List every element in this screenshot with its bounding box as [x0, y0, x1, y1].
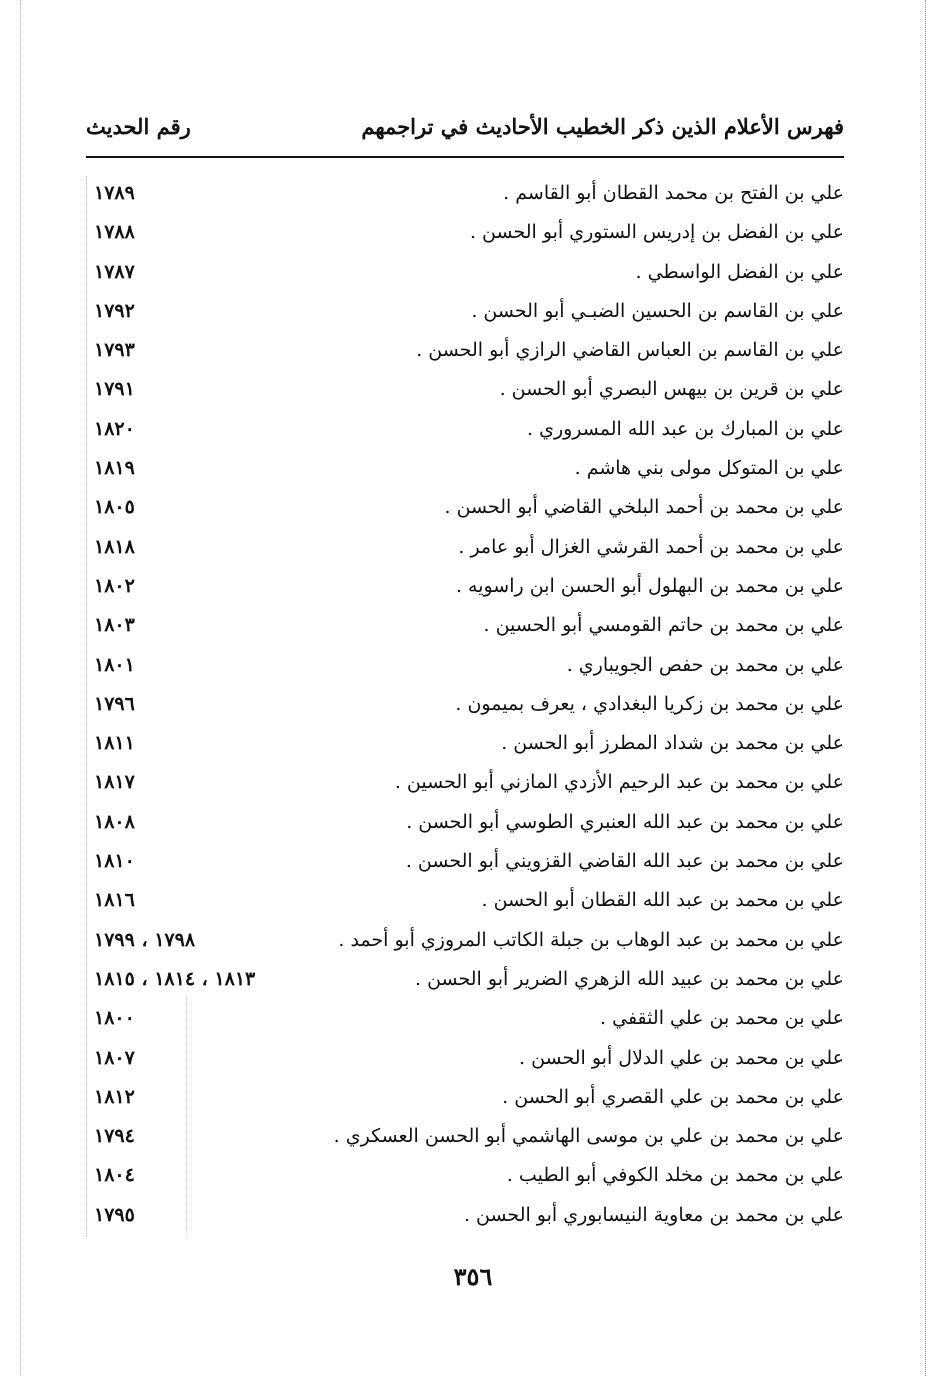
index-entry [86, 962, 844, 1001]
index-entry [86, 294, 844, 333]
entry-name: علي بن المتوكل مولى بني هاشم . [574, 457, 844, 480]
index-entry [86, 412, 844, 451]
index-entry [86, 1119, 844, 1158]
index-entries-list [86, 176, 844, 1237]
entry-name: علي بن محمد بن عبيد الله الزهري الضرير أبو الحسن . [415, 967, 844, 990]
entry-hadith-numbers: ١٨١٨ [94, 535, 135, 558]
entry-hadith-numbers: ١٧٩٤ [94, 1125, 135, 1148]
entry-name: علي بن محمد بن علي بن موسى الهاشمي أبو الحسن العسكري . [333, 1125, 844, 1148]
entry-hadith-numbers: ١٧٩٥ [94, 1203, 135, 1226]
entry-hadith-numbers: ١٨٠٥ [94, 496, 135, 519]
index-entry [86, 1198, 844, 1237]
entry-name: علي بن محمد بن عبد الله العنبري الطوسي أبو الحسن . [406, 810, 844, 833]
entry-hadith-numbers: ١٨٠٠ [94, 1007, 135, 1030]
index-entry [86, 255, 844, 294]
entry-hadith-numbers: ١٨١٠ [94, 850, 135, 873]
index-entry [86, 1158, 844, 1197]
entry-name: علي بن الفضل بن إدريس الستوري أبو الحسن . [469, 221, 844, 244]
entry-hadith-numbers: ١٧٩٦ [94, 692, 135, 715]
entry-name: علي بن المبارك بن عبد الله المسروري . [527, 417, 844, 440]
entry-hadith-numbers: ١٨١١ [94, 732, 135, 755]
index-entry [86, 1001, 844, 1040]
entry-hadith-numbers: ١٨١٢ [94, 1085, 135, 1108]
entry-hadith-numbers: ١٧٩٨ ، ١٧٩٩ [94, 928, 196, 951]
index-entry [86, 1080, 844, 1119]
entry-name: علي بن الفتح بن محمد القطان أبو القاسم . [503, 182, 844, 204]
entry-hadith-numbers: ١٨١٣ ، ١٨١٤ ، ١٨١٥ [94, 967, 256, 990]
index-entry [86, 648, 844, 687]
entry-hadith-numbers: ١٨١٦ [94, 889, 135, 912]
index-entry [86, 176, 844, 215]
entry-name: علي بن القاسم بن العباس القاضي الرازي أبو الحسن . [416, 339, 844, 362]
index-entry [86, 490, 844, 529]
index-entry [86, 923, 844, 962]
page-header [86, 110, 844, 154]
scan-edge-right [925, 0, 926, 1376]
entry-name: علي بن الفضل الواسطي . [635, 260, 844, 283]
entry-hadith-numbers: ١٧٨٩ [94, 182, 135, 204]
index-entry [86, 765, 844, 804]
entry-name: علي بن محمد بن مخلد الكوفي أبو الطيب . [506, 1164, 844, 1187]
index-entry [86, 844, 844, 883]
entry-name: علي بن محمد بن شداد المطرز أبو الحسن . [501, 732, 844, 755]
entry-hadith-numbers: ١٧٨٧ [94, 260, 135, 283]
entry-hadith-numbers: ١٧٩٢ [94, 299, 135, 322]
index-entry [86, 451, 844, 490]
entry-hadith-numbers: ١٨٠٢ [94, 574, 135, 597]
entry-name: علي بن القاسم بن الحسين الضبـي أبو الحسن . [471, 299, 844, 322]
entry-name: علي بن محمد بن حفص الجويباري . [566, 653, 844, 676]
entry-hadith-numbers: ١٨١٩ [94, 457, 135, 480]
entry-hadith-numbers: ١٨١٧ [94, 771, 135, 794]
index-entry [86, 726, 844, 765]
entry-hadith-numbers: ١٧٩٣ [94, 339, 135, 362]
entry-name: علي بن محمد بن زكريا البغدادي ، يعرف بميمون . [455, 692, 844, 715]
index-entry [86, 1041, 844, 1080]
entry-name: علي بن قرين بن بيهس البصري أبو الحسن . [499, 378, 844, 401]
entry-name: علي بن محمد بن أحمد البلخي القاضي أبو الحسن . [444, 496, 844, 519]
index-entry [86, 372, 844, 411]
index-entry [86, 687, 844, 726]
entry-name: علي بن محمد بن عبد الوهاب بن جبلة الكاتب المروزي أبو أحمد . [338, 928, 844, 951]
entry-name: علي بن محمد بن علي الدلال أبو الحسن . [519, 1046, 844, 1069]
entry-hadith-numbers: ١٧٩١ [94, 378, 135, 401]
index-entry [86, 333, 844, 372]
index-entry [86, 883, 844, 922]
entry-name: علي بن محمد بن عبد الرحيم الأزدي المازني أبو الحسين . [394, 771, 844, 794]
entry-hadith-numbers: ١٨٠٧ [94, 1046, 135, 1069]
scan-edge-left [20, 0, 21, 1376]
entry-name: علي بن محمد بن علي القصري أبو الحسن . [502, 1085, 844, 1108]
index-entry [86, 215, 844, 254]
entry-name: علي بن محمد بن علي الثقفي . [600, 1007, 844, 1030]
index-entry [86, 530, 844, 569]
hadith-number-column-label: رقم الحديث [86, 114, 191, 139]
page-title: فهرس الأعلام الذين ذكر الخطيب الأحاديث في تراجمهم [361, 114, 844, 139]
entry-hadith-numbers: ١٧٨٨ [94, 221, 135, 244]
entry-hadith-numbers: ١٨٢٠ [94, 417, 135, 440]
entry-name: علي بن محمد بن حاتم القومسي أبو الحسين . [483, 614, 844, 637]
index-entry [86, 608, 844, 647]
entry-name: علي بن محمد بن معاوية النيسابوري أبو الحسن . [463, 1203, 844, 1226]
entry-name: علي بن محمد بن أحمد القرشي الغزال أبو عامر . [458, 535, 844, 558]
entry-name: علي بن محمد بن عبد الله القاضي القزويني أبو الحسن . [405, 850, 844, 873]
entry-hadith-numbers: ١٨٠٤ [94, 1164, 135, 1187]
index-entry [86, 569, 844, 608]
entry-hadith-numbers: ١٨٠٨ [94, 810, 135, 833]
entry-hadith-numbers: ١٨٠١ [94, 653, 135, 676]
entry-name: علي بن محمد بن البهلول أبو الحسن ابن راسويه . [455, 574, 844, 597]
page-number: ٣٥٦ [453, 1262, 493, 1291]
index-entry [86, 805, 844, 844]
entry-hadith-numbers: ١٨٠٣ [94, 614, 135, 637]
entry-name: علي بن محمد بن عبد الله القطان أبو الحسن . [481, 889, 844, 912]
header-rule [86, 156, 844, 158]
